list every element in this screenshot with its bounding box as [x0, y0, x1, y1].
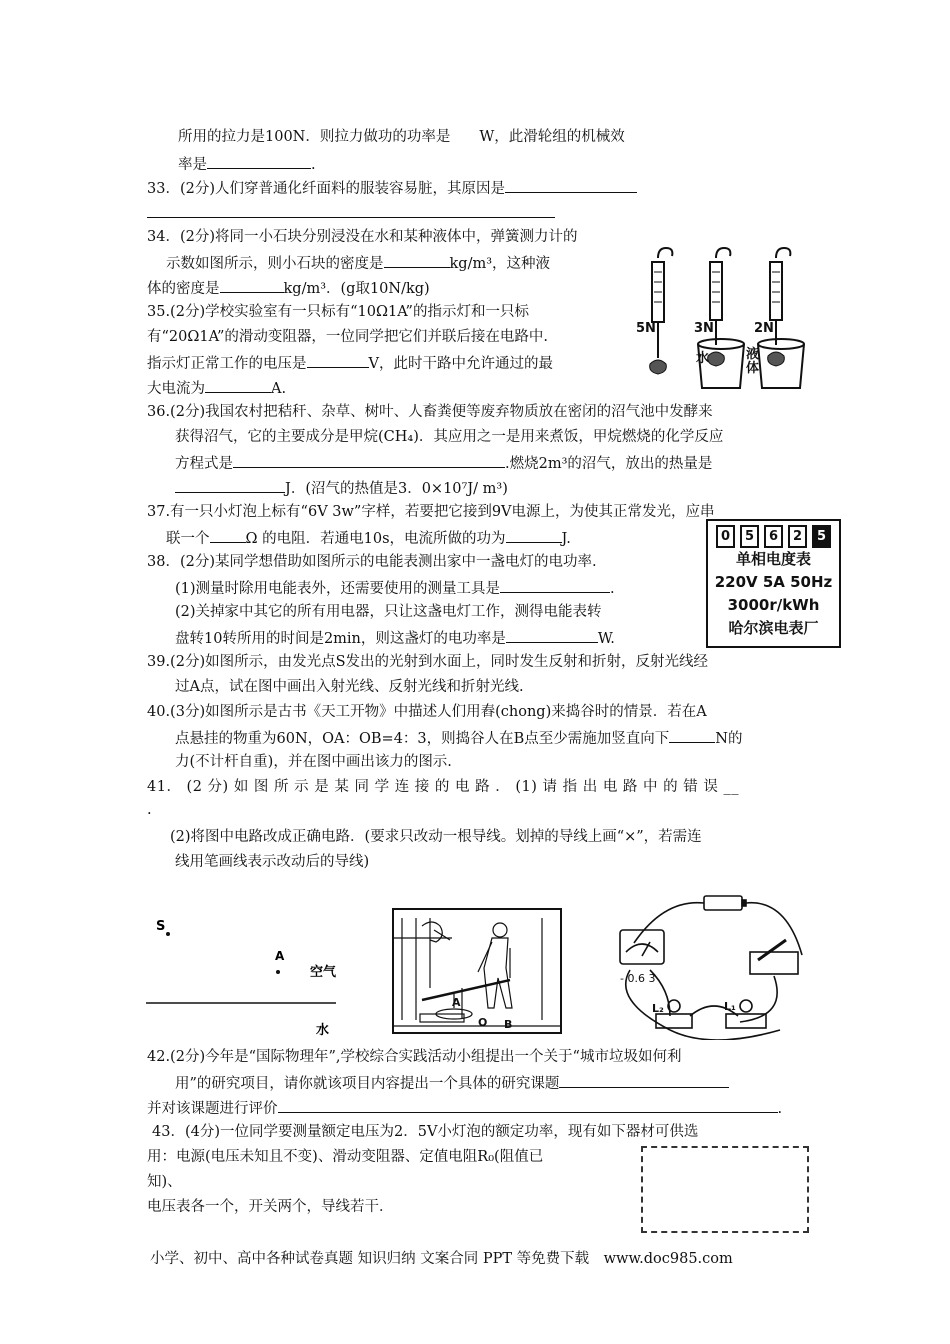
question-37: 37.有一只小灯泡上标有“6V 3w”字样，若要把它接到9V电源上，为使其正常发光，应串 — [147, 504, 715, 520]
pestle-figure — [392, 908, 562, 1034]
text-line: 有“20Ω1A”的滑动变阻器，一位同学把它们并联后接在电路中. — [147, 329, 548, 345]
question-42: 42.(2分)今年是“国际物理年”,学校综合实践活动小组提出一个关于“城市垃圾如何利 — [147, 1049, 682, 1065]
text-line: 电压表各一个，开关两个，导线若干． — [147, 1199, 394, 1215]
meter-digit: 5 — [740, 525, 759, 548]
spring-scale-figure — [636, 240, 806, 390]
text-line: . — [147, 802, 152, 818]
question-38: 38．(2分)某同学想借助如图所示的电能表测出家中一盏电灯的电功率. — [147, 554, 597, 570]
text-line: J．(沼气的热值是3．0×10⁷J/ m³) — [175, 477, 508, 499]
text-line: 并对该课题进行评价 . — [147, 1097, 782, 1119]
meter-maker: 哈尔滨电表厂 — [728, 619, 819, 637]
meter-constant: 3000r/kWh — [727, 596, 820, 614]
liquid-label: 液 — [746, 347, 760, 362]
text-line: 用”的研究项目，请你就该项目内容提出一个具体的研究课题 — [175, 1072, 729, 1094]
text-line: 大电流为 A. — [147, 377, 286, 399]
question-34: 34．(2分)将同一小石块分别浸没在水和某种液体中，弹簧测力计的 — [147, 229, 578, 245]
force-label: 2N — [754, 321, 774, 336]
text-line: 获得沼气，它的主要成分是甲烷(CH₄)．其应用之一是用来煮饭，甲烷燃烧的化学反应 — [175, 429, 724, 445]
ammeter-scale-label: - 0.6 3 — [620, 972, 656, 985]
text-line: 知)、 — [147, 1174, 182, 1190]
text-line: 所用的拉力是100N．则拉力做功的功率是 W，此滑轮组的机械效 — [178, 129, 625, 145]
reflection-figure — [140, 910, 350, 1040]
point-b-label: B — [504, 1018, 513, 1031]
question-33: 33．(2分)人们穿普通化纤面料的服装容易脏，其原因是 — [147, 177, 637, 199]
question-40: 40.(3分)如图所示是古书《天工开物》中描述人们用舂(chong)来捣谷时的情景．若在A — [147, 704, 707, 720]
text-line: 力(不计杆自重)，并在图中画出该力的图示. — [175, 754, 452, 770]
answer-box — [641, 1146, 809, 1233]
text-line: 过A点，试在图中画出入射光线、反射光线和折射光线. — [175, 679, 524, 695]
water-label: 水 — [316, 1023, 330, 1038]
meter-digit: 2 — [788, 525, 807, 548]
circuit-figure — [600, 890, 820, 1040]
meter-digit: 5 — [812, 525, 831, 548]
question-41: 41． (2 分) 如 图 所 示 是 某 同 学 连 接 的 电 路 ． (1) 请 指 出 电 路 中 的 错 误 __ — [147, 779, 739, 795]
question-35: 35.(2分)学校实验室有一只标有“10Ω1A”的指示灯和一只标 — [147, 304, 529, 320]
page-footer: 小学、初中、高中各种试卷真题 知识归纳 文案合同 PPT 等免费下载 www.doc985.com — [150, 1251, 733, 1267]
point-a-label: A — [452, 996, 461, 1009]
text-line: 体的密度是 kg/m³．(g取10N/kg) — [147, 277, 430, 299]
text-line: 盘转10转所用的时间是2min，则这盏灯的电功率是 W. — [175, 627, 615, 649]
answer-line — [147, 217, 555, 218]
force-label: 5N — [636, 321, 656, 336]
question-43: 43．(4分)一位同学要测量额定电压为2．5V小灯泡的额定功率，现有如下器材可供选 — [152, 1124, 699, 1140]
text-line: 方程式是 .燃烧2m³的沼气，放出的热量是 — [175, 452, 712, 474]
question-39: 39.(2分)如图所示，由发光点S发出的光射到水面上，同时发生反射和折射，反射光线经 — [147, 654, 709, 670]
lamp-l2-label: L₂ — [652, 1002, 664, 1015]
text-line: 示数如图所示，则小石块的密度是 kg/m³，这种液 — [166, 252, 550, 274]
electricity-meter — [706, 519, 841, 648]
text-line: 联一个 Ω 的电阻．若通电10s，电流所做的功为 J. — [166, 527, 571, 549]
text-line: 指示灯正常工作的电压是 V，此时干路中允许通过的最 — [147, 352, 553, 374]
text-line: 线用笔画线表示改动后的导线) — [175, 854, 370, 870]
meter-digit: 0 — [716, 525, 735, 548]
text-line: (2)将图中电路改成正确电路．(要求只改动一根导线。划掉的导线上画“×”，若需连 — [170, 829, 702, 845]
point-s-label: S — [156, 919, 166, 934]
liquid-label: 体 — [746, 361, 760, 376]
point-a-label: A — [275, 949, 285, 963]
meter-rating: 220V 5A 50Hz — [714, 573, 833, 591]
meter-digits — [708, 525, 839, 548]
lamp-l1-label: L₁ — [724, 1000, 736, 1013]
meter-digit: 6 — [764, 525, 783, 548]
text-line: 用：电源(电压未知且不变)、滑动变阻器、定值电阻R₀(阻值已 — [147, 1149, 544, 1165]
point-o-label: O — [478, 1016, 488, 1029]
meter-title: 单相电度表 — [735, 550, 811, 568]
text-line: (2)关掉家中其它的所有用电器，只让这盏电灯工作，测得电能表转 — [175, 604, 602, 620]
text-line: 点悬挂的物重为60N，OA：OB=4：3，则捣谷人在B点至少需施加竖直向下 N的 — [175, 727, 742, 749]
force-label: 3N — [694, 321, 714, 336]
water-label: 水 — [696, 351, 710, 366]
air-label: 空气 — [310, 965, 337, 980]
text-line: 率是 . — [178, 153, 316, 175]
text-line: (1)测量时除用电能表外，还需要使用的测量工具是 . — [175, 577, 615, 599]
question-36: 36.(2分)我国农村把秸秆、杂草、树叶、人畜粪便等废弃物质放在密闭的沼气池中发酵来 — [147, 404, 713, 420]
